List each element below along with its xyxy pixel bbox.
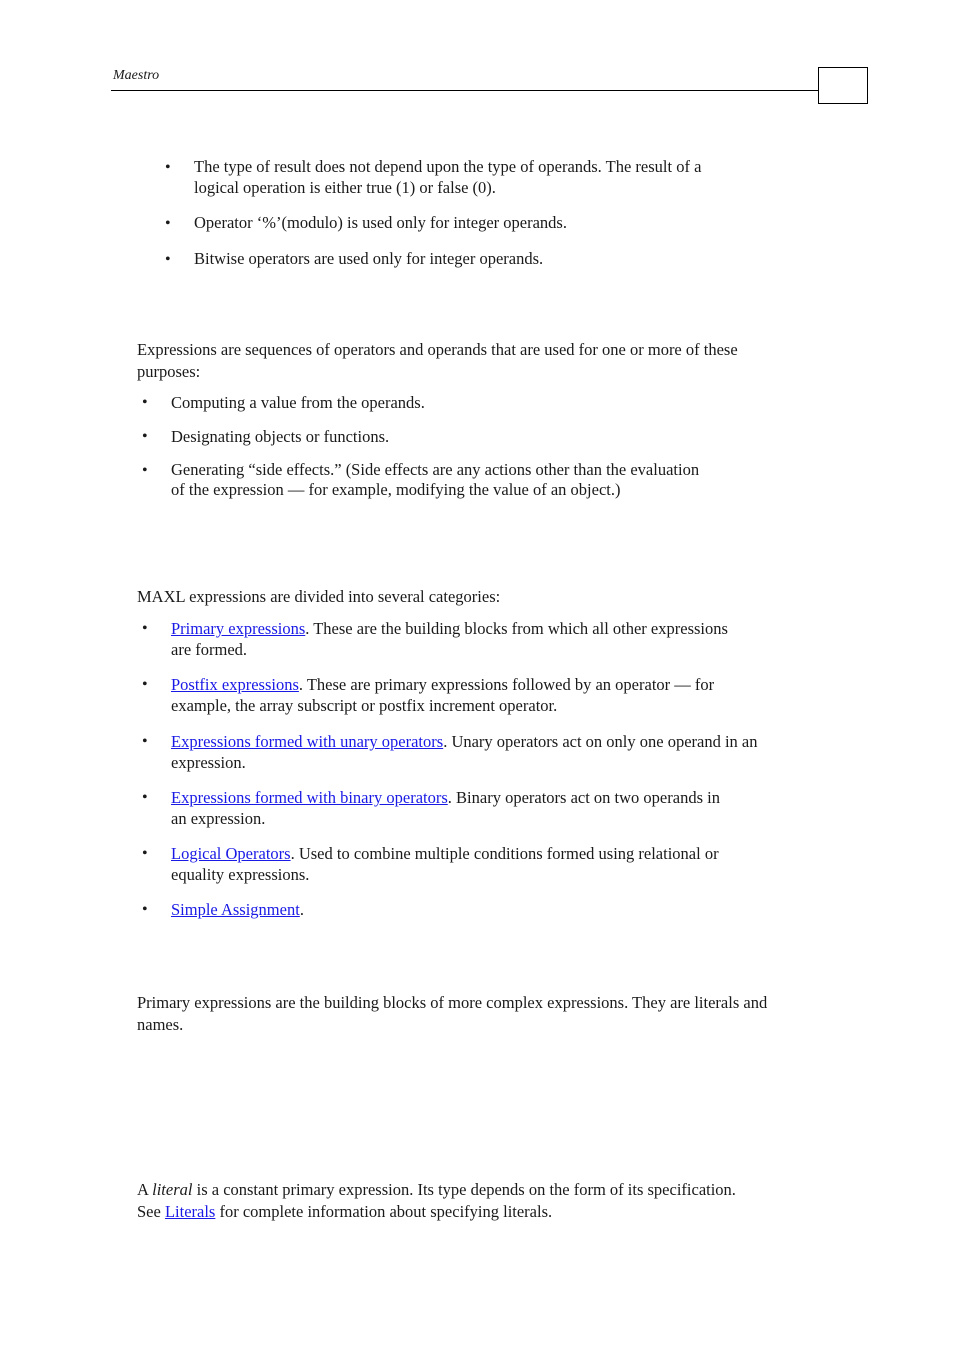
binary-operators-link[interactable]: Expressions formed with binary operators xyxy=(171,788,448,807)
literal-text-end: for complete information about specifying literals. xyxy=(215,1202,553,1221)
list-item: Computing a value from the operands. xyxy=(171,393,425,412)
bullet-icon: • xyxy=(142,620,148,637)
list-item xyxy=(171,674,761,716)
list-item xyxy=(171,731,761,773)
expressions-intro-paragraph: Expressions are sequences of operators and operands that are used for one or more of these purposes: xyxy=(137,340,738,381)
bullet-icon: • xyxy=(142,428,148,445)
primary-expressions-link[interactable]: Primary expressions xyxy=(171,619,306,638)
list-item: Designating objects or functions. xyxy=(171,427,390,446)
literals-link[interactable]: Literals xyxy=(164,1202,216,1221)
list-item xyxy=(171,787,731,829)
bullet-icon: • xyxy=(142,733,148,750)
literal-paragraph xyxy=(137,1179,747,1223)
categories-intro: MAXL expressions are divided into several categories: xyxy=(137,587,501,606)
literal-text: is a constant primary expression. Its type depends on the form of its specification. See xyxy=(137,1180,736,1221)
bullet-icon: • xyxy=(142,394,148,411)
logical-operators-link[interactable]: Logical Operators xyxy=(171,844,291,863)
list-item xyxy=(171,899,731,920)
list-item: Operator ‘%’(modulo) is used only for integer operands. xyxy=(194,213,567,232)
header-title: Maestro xyxy=(113,68,160,83)
literal-term: literal xyxy=(152,1180,193,1199)
bullet-icon: • xyxy=(165,251,171,268)
list-item-text: . These are the building blocks from which all other expressions are formed. xyxy=(171,619,728,659)
list-item: The type of result does not depend upon the type of operands. The result of a logical operation is either true (1) or false (0). xyxy=(194,157,702,197)
list-item-text: . xyxy=(299,900,304,919)
list-item-text: . Used to combine multiple conditions formed using relational or equality expressions. xyxy=(171,844,719,884)
list-item: Bitwise operators are used only for integer operands. xyxy=(194,249,544,268)
list-item: Generating “side effects.” (Side effects are any actions other than the evaluation of the expression — for example, modifying the value of an object.) xyxy=(171,460,700,499)
list-item-text: . Binary operators act on two operands in an expression. xyxy=(171,788,720,828)
list-item xyxy=(171,843,731,885)
bullet-icon: • xyxy=(142,462,148,479)
bullet-icon: • xyxy=(165,159,171,176)
list-item-text: . Unary operators act on only one operand in an expression. xyxy=(171,732,758,772)
header-rule xyxy=(111,90,819,91)
unary-operators-link[interactable]: Expressions formed with unary operators xyxy=(171,732,444,751)
bullet-icon: • xyxy=(165,215,171,232)
bullet-icon: • xyxy=(142,845,148,862)
literal-lead: A xyxy=(137,1180,153,1199)
bullet-icon: • xyxy=(142,676,148,693)
postfix-expressions-link[interactable]: Postfix expressions xyxy=(171,675,299,694)
primary-expressions-paragraph: Primary expressions are the building blocks of more complex expressions. They are literals and names. xyxy=(137,993,768,1034)
list-item xyxy=(171,618,731,660)
bullet-icon: • xyxy=(142,901,148,918)
list-item-text: . These are primary expressions followed by an operator — for example, the array subscript or postfix increment operator. xyxy=(171,675,715,715)
page-number-box xyxy=(818,67,868,104)
simple-assignment-link[interactable]: Simple Assignment xyxy=(171,900,300,919)
bullet-icon: • xyxy=(142,789,148,806)
